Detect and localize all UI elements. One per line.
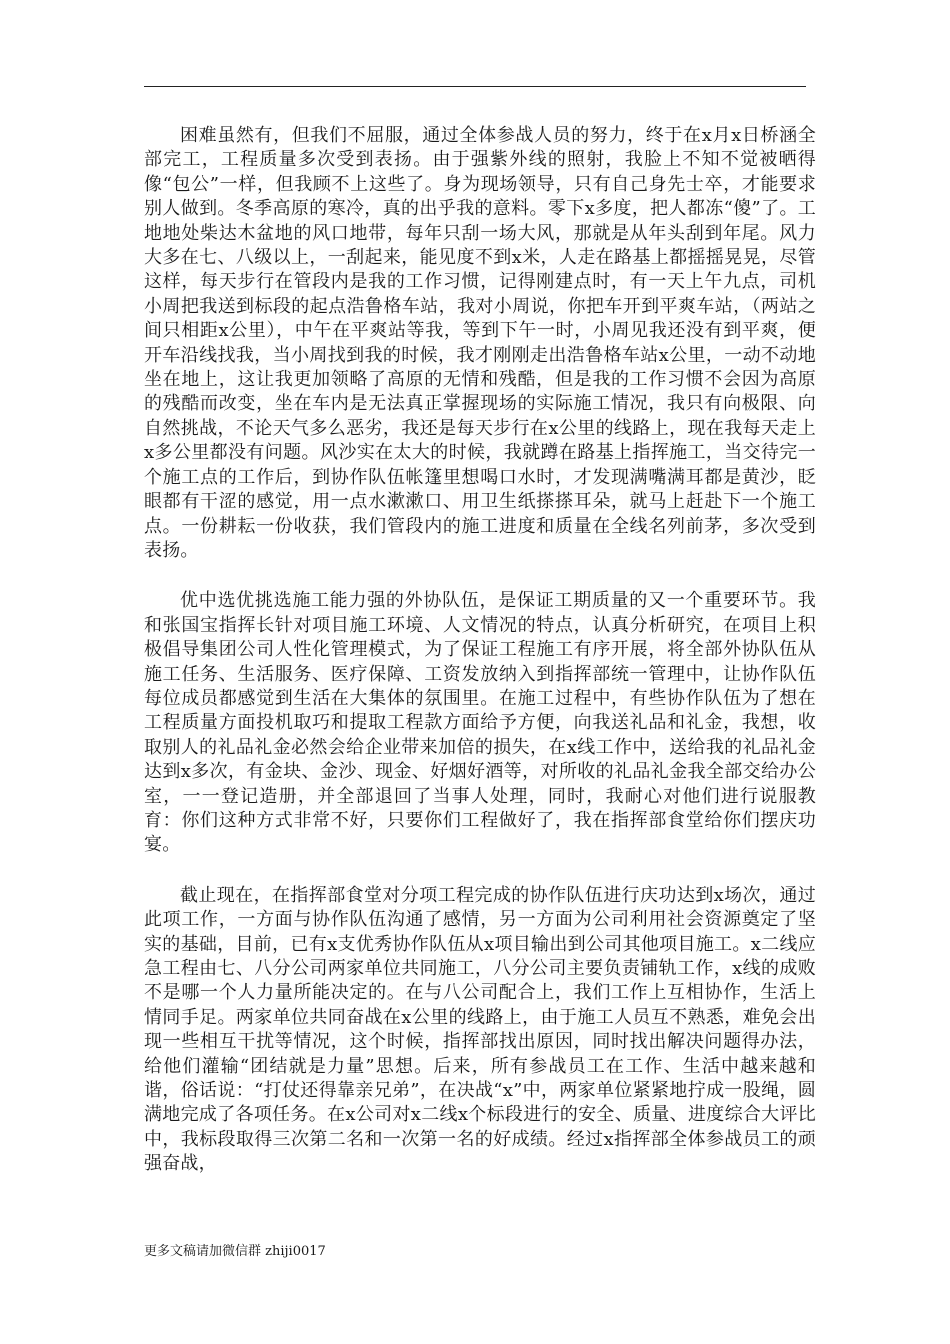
footer-note: 更多文稿请加微信群 zhiji0017	[144, 1244, 326, 1259]
paragraph-3: 截止现在，在指挥部食堂对分项工程完成的协作队伍进行庆功达到x场次，通过此项工作，一方面与协作队伍沟通了感情，另一方面为公司利用社会资源奠定了坚实的基础，目前，已有x支优秀协作队伍从x项目输出到公司其他项目施工。x二线应急工程由七、八分公司两家单位共同施工，八分公司主要负责铺轨工作，x线的成败不是哪一个人力量所能决定的。在与八公司配合上，我们工作上互相协作，生活上情同手足。两家单位共同奋战在x公里的线路上，由于施工人员互不熟悉，难免会出现一些相互干扰等情况，这个时候，指挥部找出原因，同时找出解决问题得办法，给他们灌输“团结就是力量”思想。后来，所有参战员工在工作、生活中越来越和谐，俗话说：“打仗还得靠亲兄弟”，在决战“x”中，两家单位紧紧地拧成一股绳，圆满地完成了各项任务。在x公司对x二线x个标段进行的安全、质量、进度综合大评比中，我标段取得三次第二名和一次第一名的好成绩。经过x指挥部全体参战员工的顽强奋战，	[144, 884, 816, 1175]
header-rule	[144, 86, 806, 87]
paragraph-2: 优中选优挑选施工能力强的外协队伍，是保证工期质量的又一个重要环节。我和张国宝指挥长针对项目施工环境、人文情况的特点，认真分析研究，在项目上积极倡导集团公司人性化管理模式，为了保证工程施工有序开展，将全部外协队伍从施工任务、生活服务、医疗保障、工资发放纳入到指挥部统一管理中，让协作队伍每位成员都感觉到生活在大集体的氛围里。在施工过程中，有些协作队伍为了想在工程质量方面投机取巧和提取工程款方面给予方便，向我送礼品和礼金，我想，收取别人的礼品礼金必然会给企业带来加倍的损失，在x线工作中，送给我的礼品礼金达到x多次，有金块、金沙、现金、好烟好酒等，对所收的礼品礼金我全部交给办公室，一一登记造册，并全部退回了当事人处理，同时，我耐心对他们进行说服教育：你们这种方式非常不好，只要你们工程做好了，我在指挥部食堂给你们摆庆功宴。	[144, 590, 816, 856]
document-body	[144, 124, 816, 1177]
paragraph-1: 困难虽然有，但我们不屈服，通过全体参战人员的努力，终于在x月x日桥涵全部完工，工程质量多次受到表扬。由于强紫外线的照射，我脸上不知不觉被晒得像“包公”一样，但我顾不上这些了。身为现场领导，只有自己身先士卒，才能要求别人做到。冬季高原的寒冷，真的出乎我的意料。零下x多度，把人都冻“傻”了。工地地处柴达木盆地的风口地带，每年只刮一场大风，那就是从年头刮到年尾。风力大多在七、八级以上，一刮起来，能见度不到x米，人走在路基上都摇摇晃晃，尽管这样，每天步行在管段内是我的工作习惯，记得刚建点时，有一天上午九点，司机小周把我送到标段的起点浩鲁格车站，我对小周说，你把车开到平爽车站，（两站之间只相距x公里），中午在平爽站等我，等到下午一时，小周见我还没有到平爽，便开车沿线找我，当小周找到我的时候，我才刚刚走出浩鲁格车站x公里，一动不动地坐在地上，这让我更加领略了高原的无情和残酷，但是我的工作习惯不会因为高原的残酷而改变，坐在车内是无法真正掌握现场的实际施工情况，我只有向极限、向自然挑战，不论天气多么恶劣，我还是每天步行在x公里的线路上，现在我每天走上x多公里都没有问题。风沙实在太大的时候，我就蹲在路基上指挥施工，当交待完一个施工点的工作后，到协作队伍帐篷里想喝口水时，才发现满嘴满耳都是黄沙，眨眼都有干涩的感觉，用一点水漱漱口、用卫生纸搽搽耳朵，就马上赶赴下一个施工点。一份耕耘一份收获，我们管段内的施工进度和质量在全线名列前茅，多次受到表扬。	[144, 125, 816, 561]
